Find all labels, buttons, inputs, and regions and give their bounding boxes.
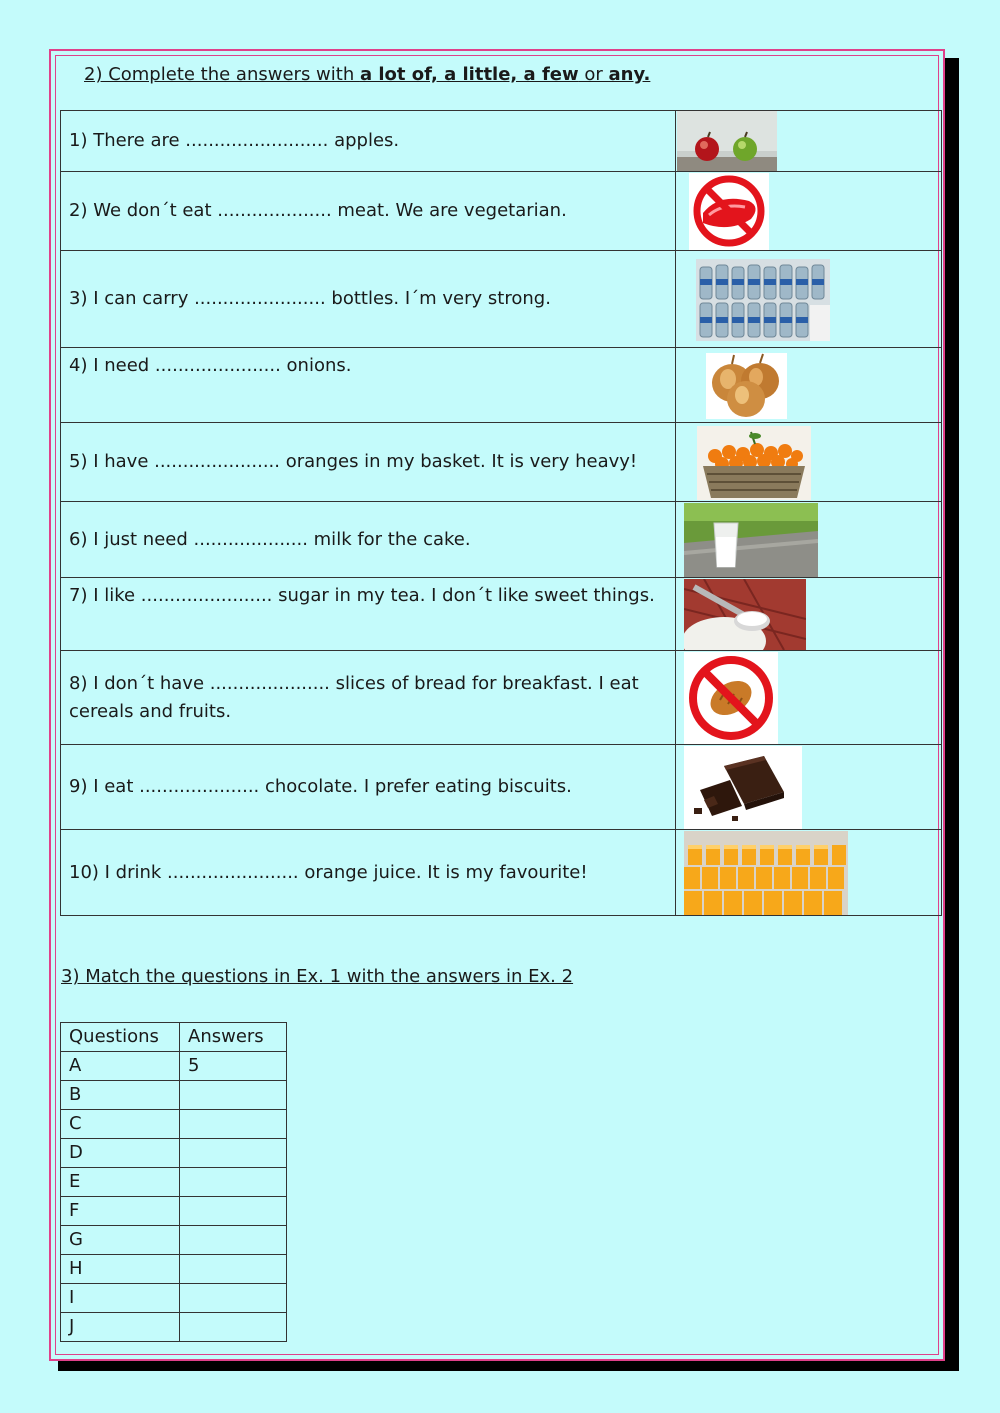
answer-cell[interactable]	[180, 1081, 287, 1110]
glass-of-milk-image	[684, 503, 818, 577]
answer-cell[interactable]	[180, 1197, 287, 1226]
sentence-3: 3) I can carry ....................... bottles. I´m very strong.	[61, 251, 676, 348]
table-row	[61, 745, 942, 830]
apples-image	[677, 111, 777, 171]
sentence-10: 10) I drink ....................... orange juice. It is my favourite!	[61, 830, 676, 916]
match-table	[60, 1022, 287, 1342]
no-bread-icon	[684, 652, 778, 744]
chocolate-image	[684, 746, 802, 829]
exercise2-title: 2) Complete the answers with a lot of, a little, a few or any.	[84, 64, 651, 85]
answer-cell[interactable]	[180, 1313, 287, 1342]
table-row	[61, 172, 942, 251]
table-row	[61, 251, 942, 348]
sentence-5: 5) I have ...................... oranges in my basket. It is very heavy!	[61, 423, 676, 502]
sugar-spoon-image	[684, 579, 806, 650]
answer-cell[interactable]	[180, 1255, 287, 1284]
orange-basket-image	[697, 426, 811, 500]
sentence-8: 8) I don´t have ..................... slices of bread for breakfast. I eat cereals and fruits.	[61, 651, 676, 745]
no-meat-icon	[689, 173, 769, 250]
table-row	[61, 348, 942, 423]
table-row: C	[61, 1110, 287, 1139]
table-header-row	[61, 1023, 287, 1052]
table-row: H	[61, 1255, 287, 1284]
answer-cell[interactable]	[180, 1226, 287, 1255]
sentence-6: 6) I just need .................... milk for the cake.	[61, 502, 676, 578]
sentence-9: 9) I eat ..................... chocolate. I prefer eating biscuits.	[61, 745, 676, 830]
table-row	[61, 651, 942, 745]
table-row	[61, 423, 942, 502]
header-questions: Questions	[61, 1023, 180, 1052]
table-row	[61, 830, 942, 916]
answer-cell[interactable]	[180, 1168, 287, 1197]
table-row	[61, 502, 942, 578]
table-row: D	[61, 1139, 287, 1168]
table-row: I	[61, 1284, 287, 1313]
answer-cell[interactable]: 5	[180, 1052, 287, 1081]
sentence-2: 2) We don´t eat .................... meat. We are vegetarian.	[61, 172, 676, 251]
orange-juice-image	[684, 831, 848, 915]
sentence-1: 1) There are ......................... apples.	[61, 111, 676, 172]
exercise2-table	[60, 110, 942, 916]
answer-cell[interactable]	[180, 1110, 287, 1139]
answer-cell[interactable]	[180, 1284, 287, 1313]
table-row	[61, 578, 942, 651]
table-row: F	[61, 1197, 287, 1226]
answer-cell[interactable]	[180, 1139, 287, 1168]
table-row: G	[61, 1226, 287, 1255]
sentence-7: 7) I like ....................... sugar in my tea. I don´t like sweet things.	[61, 578, 676, 651]
table-row: J	[61, 1313, 287, 1342]
table-row	[61, 111, 942, 172]
header-answers: Answers	[180, 1023, 287, 1052]
exercise3-title: 3) Match the questions in Ex. 1 with the answers in Ex. 2	[61, 966, 574, 987]
table-row: A 5	[61, 1052, 287, 1081]
table-row: E	[61, 1168, 287, 1197]
onions-image	[706, 353, 787, 419]
table-row: B	[61, 1081, 287, 1110]
sentence-4: 4) I need ...................... onions.	[61, 348, 676, 423]
water-bottles-image	[696, 259, 830, 341]
